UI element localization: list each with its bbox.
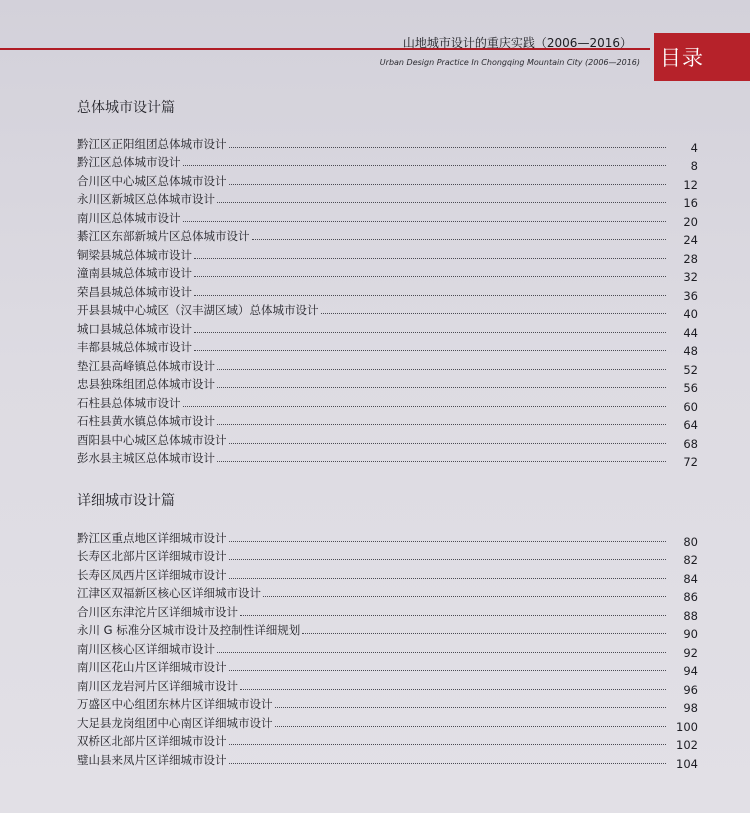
dot-leader	[302, 633, 666, 634]
toc-entry-page: 16	[683, 196, 698, 210]
dot-leader	[263, 596, 666, 597]
toc-entry-title: 酉阳县中心城区总体城市设计	[77, 432, 227, 447]
toc-list-detailed	[77, 526, 698, 771]
toc-entry-page: 104	[676, 756, 698, 771]
toc-entry-title: 南川区核心区详细城市设计	[77, 641, 215, 656]
toc-entry-title: 双桥区北部片区详细城市设计	[77, 734, 227, 748]
toc-entry-page: 48	[683, 344, 698, 358]
toc-entry-page: 98	[683, 701, 698, 715]
toc-entry[interactable]	[77, 711, 698, 734]
toc-entry-page: 12	[683, 177, 698, 192]
dot-leader	[229, 541, 667, 542]
toc-entry-page: 20	[683, 214, 698, 229]
toc-entry-page: 94	[683, 664, 698, 678]
toc-entry[interactable]	[77, 317, 698, 340]
toc-entry-page: 90	[683, 627, 698, 641]
toc-entry-title: 荣昌县城总体城市设计	[77, 284, 192, 299]
toc-entry-title: 丰都县城总体城市设计	[77, 340, 192, 354]
toc-entry-page: 8	[690, 159, 698, 173]
dot-leader	[183, 165, 667, 166]
dot-leader	[240, 615, 666, 616]
dot-leader	[194, 295, 666, 296]
toc-entry[interactable]	[77, 336, 698, 358]
toc-entry-page: 44	[683, 325, 698, 340]
toc-entry-page: 24	[683, 233, 698, 247]
toc-entry-title: 南川区花山片区详细城市设计	[77, 660, 227, 674]
toc-list-overall	[77, 132, 698, 469]
toc-entry-page: 60	[683, 399, 698, 414]
dot-leader	[217, 387, 666, 388]
dot-leader	[217, 652, 666, 653]
toc-entry-page: 102	[676, 738, 698, 752]
dot-leader	[229, 559, 667, 560]
toc-entry-page: 4	[690, 140, 698, 155]
toc-badge-label: 目录	[660, 46, 704, 70]
toc-entry[interactable]	[77, 730, 698, 752]
dot-leader	[229, 744, 667, 745]
dot-leader	[229, 443, 667, 444]
toc-entry-title: 黔江区正阳组团总体城市设计	[77, 136, 227, 151]
toc-entry[interactable]	[77, 225, 698, 247]
toc-entry-title: 长寿区北部片区详细城市设计	[77, 549, 227, 563]
toc-entry[interactable]	[77, 428, 698, 451]
toc-entry-title: 石柱县黄水镇总体城市设计	[77, 414, 215, 428]
toc-entry-page: 68	[683, 436, 698, 451]
toc-entry-title: 黔江区总体城市设计	[77, 155, 181, 169]
dot-leader	[183, 406, 667, 407]
toc-entry-title: 永川 G 标准分区城市设计及控制性详细规划	[77, 623, 301, 637]
toc-entry-page: 86	[683, 590, 698, 604]
toc-entry-page: 64	[683, 418, 698, 432]
dot-leader	[217, 369, 666, 370]
toc-entry[interactable]	[77, 391, 698, 414]
dot-leader	[194, 350, 666, 351]
toc-entry[interactable]	[77, 373, 698, 395]
toc-entry[interactable]	[77, 151, 698, 173]
toc-entry-title: 万盛区中心组团东林片区详细城市设计	[77, 697, 273, 711]
toc-entry[interactable]	[77, 206, 698, 229]
toc-entry[interactable]	[77, 299, 698, 321]
dot-leader	[275, 726, 667, 727]
dot-leader	[183, 221, 667, 222]
toc-entry-page: 96	[683, 682, 698, 697]
toc-entry[interactable]	[77, 132, 698, 155]
dot-leader	[217, 424, 666, 425]
toc-entry-title: 彭水县主城区总体城市设计	[77, 451, 215, 465]
toc-badge	[654, 33, 750, 81]
toc-entry-title: 长寿区凤西片区详细城市设计	[77, 567, 227, 582]
toc-entry-title: 铜梁县城总体城市设计	[77, 247, 192, 262]
toc-entry[interactable]	[77, 447, 698, 469]
book-subtitle: Urban Design Practice In Chongqing Mountain City (2006—2016)	[379, 58, 640, 67]
toc-entry[interactable]	[77, 674, 698, 697]
toc-entry-page: 32	[683, 270, 698, 284]
toc-entry[interactable]	[77, 748, 698, 771]
toc-entry-title: 南川区总体城市设计	[77, 210, 181, 225]
toc-entry-title: 垫江县高峰镇总体城市设计	[77, 358, 215, 373]
toc-entry-title: 合川区东津沱片区详细城市设计	[77, 604, 238, 619]
toc-entry-page: 88	[683, 608, 698, 623]
toc-entry-title: 合川区中心城区总体城市设计	[77, 173, 227, 188]
toc-entry-title: 开县县城中心城区（汉丰湖区域）总体城市设计	[77, 303, 319, 317]
toc-entry[interactable]	[77, 656, 698, 678]
toc-entry-title: 南川区龙岩河片区详细城市设计	[77, 678, 238, 693]
toc-entry-title: 城口县城总体城市设计	[77, 321, 192, 336]
section-heading-overall: 总体城市设计篇	[77, 100, 175, 116]
toc-entry-page: 82	[683, 553, 698, 567]
toc-entry-page: 80	[683, 534, 698, 549]
toc-entry[interactable]	[77, 354, 698, 377]
toc-entry[interactable]	[77, 582, 698, 604]
dot-leader	[194, 258, 666, 259]
toc-entry-title: 永川区新城区总体城市设计	[77, 192, 215, 206]
toc-entry-title: 大足县龙岗组团中心南区详细城市设计	[77, 715, 273, 730]
dot-leader	[194, 276, 666, 277]
toc-entry[interactable]	[77, 188, 698, 210]
dot-leader	[229, 763, 667, 764]
toc-entry-page: 72	[683, 455, 698, 469]
dot-leader	[240, 689, 666, 690]
toc-entry-title: 江津区双福新区核心区详细城市设计	[77, 586, 261, 600]
toc-entry-page: 100	[676, 719, 698, 734]
dot-leader	[217, 202, 666, 203]
dot-leader	[321, 313, 667, 314]
section-heading-detailed: 详细城市设计篇	[77, 493, 175, 509]
toc-entry[interactable]	[77, 693, 698, 715]
toc-entry-page: 40	[683, 307, 698, 321]
toc-entry[interactable]	[77, 563, 698, 586]
dot-leader	[217, 461, 666, 462]
dot-leader	[275, 707, 667, 708]
dot-leader	[194, 332, 666, 333]
dot-leader	[229, 147, 667, 148]
toc-entry-title: 璧山县来凤片区详细城市设计	[77, 752, 227, 767]
toc-entry[interactable]	[77, 600, 698, 623]
book-title: 山地城市设计的重庆实践（2006—2016）	[402, 36, 632, 50]
dot-leader	[252, 239, 667, 240]
toc-entry-title: 綦江区东部新城片区总体城市设计	[77, 229, 250, 243]
toc-entry[interactable]	[77, 545, 698, 567]
toc-entry-page: 56	[683, 381, 698, 395]
toc-entry[interactable]	[77, 526, 698, 549]
toc-entry-title: 忠县独珠组团总体城市设计	[77, 377, 215, 391]
toc-entry-page: 92	[683, 645, 698, 660]
dot-leader	[229, 578, 667, 579]
toc-entry-page: 36	[683, 288, 698, 303]
toc-entry[interactable]	[77, 262, 698, 284]
toc-entry[interactable]	[77, 619, 698, 641]
toc-entry-title: 石柱县总体城市设计	[77, 395, 181, 410]
toc-entry-page: 52	[683, 362, 698, 377]
toc-entry-title: 黔江区重点地区详细城市设计	[77, 530, 227, 545]
toc-entry[interactable]	[77, 280, 698, 303]
toc-entry-page: 28	[683, 251, 698, 266]
toc-entry[interactable]	[77, 637, 698, 660]
toc-entry[interactable]	[77, 410, 698, 432]
toc-entry[interactable]	[77, 169, 698, 192]
dot-leader	[229, 670, 667, 671]
toc-entry-title: 潼南县城总体城市设计	[77, 266, 192, 280]
dot-leader	[229, 184, 667, 185]
toc-entry[interactable]	[77, 243, 698, 266]
toc-entry-page: 84	[683, 571, 698, 586]
